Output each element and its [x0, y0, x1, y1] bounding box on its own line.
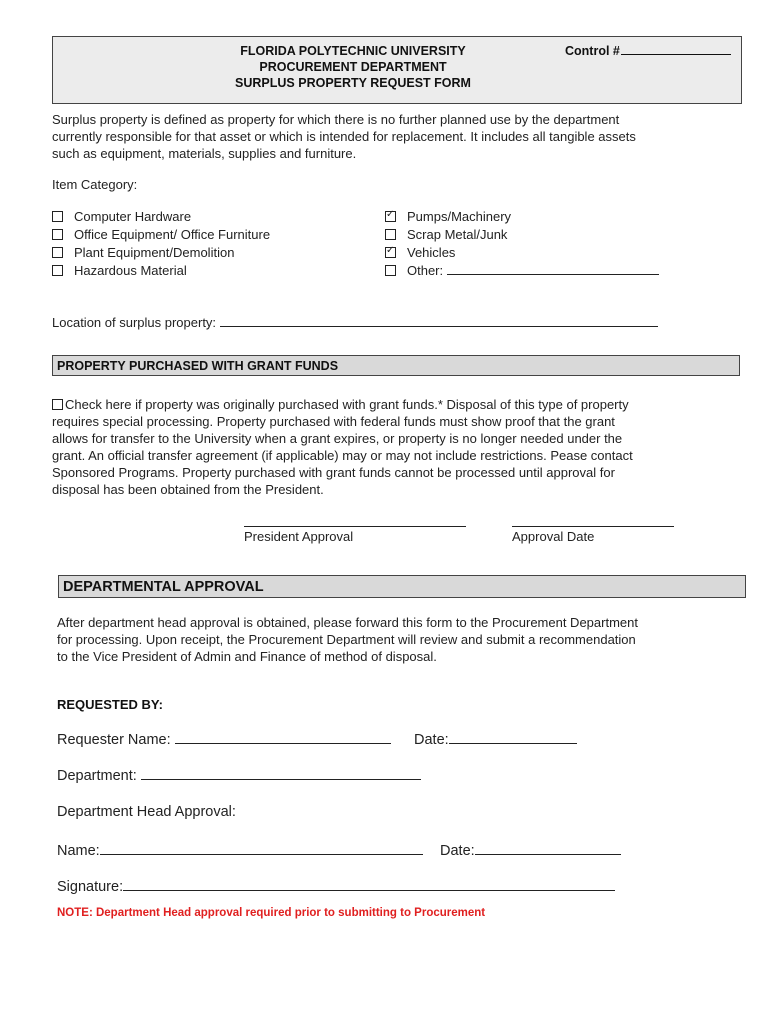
head-name-field[interactable] [100, 842, 423, 855]
location-field[interactable] [220, 314, 658, 327]
request-date-label: Date: [414, 732, 449, 748]
form-title: SURPLUS PROPERTY REQUEST FORM [235, 76, 471, 90]
category-vehicles[interactable] [385, 244, 685, 262]
requester-name-row [57, 731, 391, 748]
form-header [52, 36, 742, 104]
approval-date-line[interactable] [512, 526, 674, 527]
grant-line: grant. An official transfer agreement (if applicable) may or may not include restrictions. Pease contact [52, 448, 633, 463]
other-field[interactable] [447, 262, 659, 275]
category-list-left [52, 208, 372, 280]
signature-row [57, 878, 615, 895]
location-label: Location of surplus property: [52, 315, 217, 330]
president-approval-line[interactable] [244, 526, 466, 527]
requested-by-label: REQUESTED BY: [57, 697, 163, 712]
category-label: Hazardous Material [74, 263, 187, 278]
checkbox-checked[interactable] [385, 211, 396, 222]
grant-checkbox[interactable] [52, 399, 63, 410]
control-number-field[interactable] [621, 43, 731, 55]
category-list-right [385, 208, 685, 280]
departmental-section-heading [58, 575, 746, 598]
grant-section-heading [52, 355, 740, 376]
control-number [565, 43, 731, 58]
category-label: Computer Hardware [74, 209, 192, 224]
departmental-paragraph [57, 614, 747, 665]
category-computer-hardware[interactable] [52, 208, 372, 226]
department-field[interactable] [141, 767, 421, 780]
category-label: Plant Equipment/Demolition [74, 245, 235, 260]
departmental-heading-text: DEPARTMENTAL APPROVAL [63, 579, 264, 595]
requester-name-field[interactable] [175, 731, 391, 744]
approval-date-label: Approval Date [512, 529, 595, 544]
control-label: Control # [565, 44, 620, 58]
head-name-row [57, 842, 423, 859]
president-approval-label: President Approval [244, 529, 354, 544]
department-name: PROCUREMENT DEPARTMENT [259, 60, 447, 74]
university-name: FLORIDA POLYTECHNIC UNIVERSITY [240, 44, 466, 58]
location-row [52, 314, 658, 331]
intro-line: such as equipment, materials, supplies and furniture. [52, 146, 357, 161]
category-label: Scrap Metal/Junk [407, 227, 508, 242]
category-other[interactable] [385, 262, 685, 280]
grant-line: allows for transfer to the University when a grant expires, or property is no longer needed under the [52, 431, 623, 446]
head-date-field[interactable] [475, 842, 621, 855]
category-pumps-machinery[interactable] [385, 208, 685, 226]
checkbox[interactable] [52, 211, 63, 222]
grant-line: disposal has been obtained from the President. [52, 482, 324, 497]
department-label: Department: [57, 768, 137, 784]
intro-paragraph [52, 111, 742, 162]
department-head-approval-label: Department Head Approval: [57, 804, 236, 820]
intro-line: Surplus property is defined as property for which there is no further planned use by the department [52, 112, 620, 127]
category-label: Vehicles [407, 245, 456, 260]
category-label: Office Equipment/ Office Furniture [74, 227, 271, 242]
signature-field[interactable] [123, 878, 615, 891]
category-scrap-metal[interactable] [385, 226, 685, 244]
signature-label: Signature: [57, 879, 124, 895]
intro-line: currently responsible for that asset or which is intended for replacement. It includes all tangible assets [52, 129, 636, 144]
form-title-block [203, 43, 503, 91]
requester-name-label: Requester Name: [57, 732, 171, 748]
dept-line: for processing. Upon receipt, the Procurement Department will review and submit a recommendation [57, 632, 636, 647]
category-label: Pumps/Machinery [407, 209, 512, 224]
checkbox[interactable] [385, 229, 396, 240]
grant-heading-text: PROPERTY PURCHASED WITH GRANT FUNDS [57, 359, 339, 373]
category-hazardous-material[interactable] [52, 262, 372, 280]
dept-line: to the Vice President of Admin and Finance of method of disposal. [57, 649, 437, 664]
grant-line: Sponsored Programs. Property purchased with grant funds cannot be processed until approval for [52, 465, 615, 480]
procurement-note: NOTE: Department Head approval required prior to submitting to Procurement [57, 907, 486, 919]
category-office-equipment[interactable] [52, 226, 372, 244]
checkbox[interactable] [52, 247, 63, 258]
head-name-label: Name: [57, 843, 100, 859]
checkbox[interactable] [52, 229, 63, 240]
grant-line: requires special processing. Property purchased with federal funds must show proof that the grant [52, 414, 615, 429]
dept-line: After department head approval is obtained, please forward this form to the Procurement Department [57, 615, 638, 630]
department-row [57, 767, 421, 784]
head-date-row [440, 842, 621, 859]
checkbox-checked[interactable] [385, 247, 396, 258]
grant-check-line [52, 396, 742, 413]
grant-paragraph [52, 396, 742, 498]
request-date-field[interactable] [449, 731, 577, 744]
checkbox[interactable] [52, 265, 63, 276]
request-date-row [414, 731, 577, 748]
grant-line: Check here if property was originally purchased with grant funds.* Disposal of this type of property [65, 397, 629, 412]
checkbox[interactable] [385, 265, 396, 276]
category-label: Other: [407, 263, 444, 278]
item-category-label: Item Category: [52, 177, 138, 192]
category-plant-equipment[interactable] [52, 244, 372, 262]
head-date-label: Date: [440, 843, 475, 859]
